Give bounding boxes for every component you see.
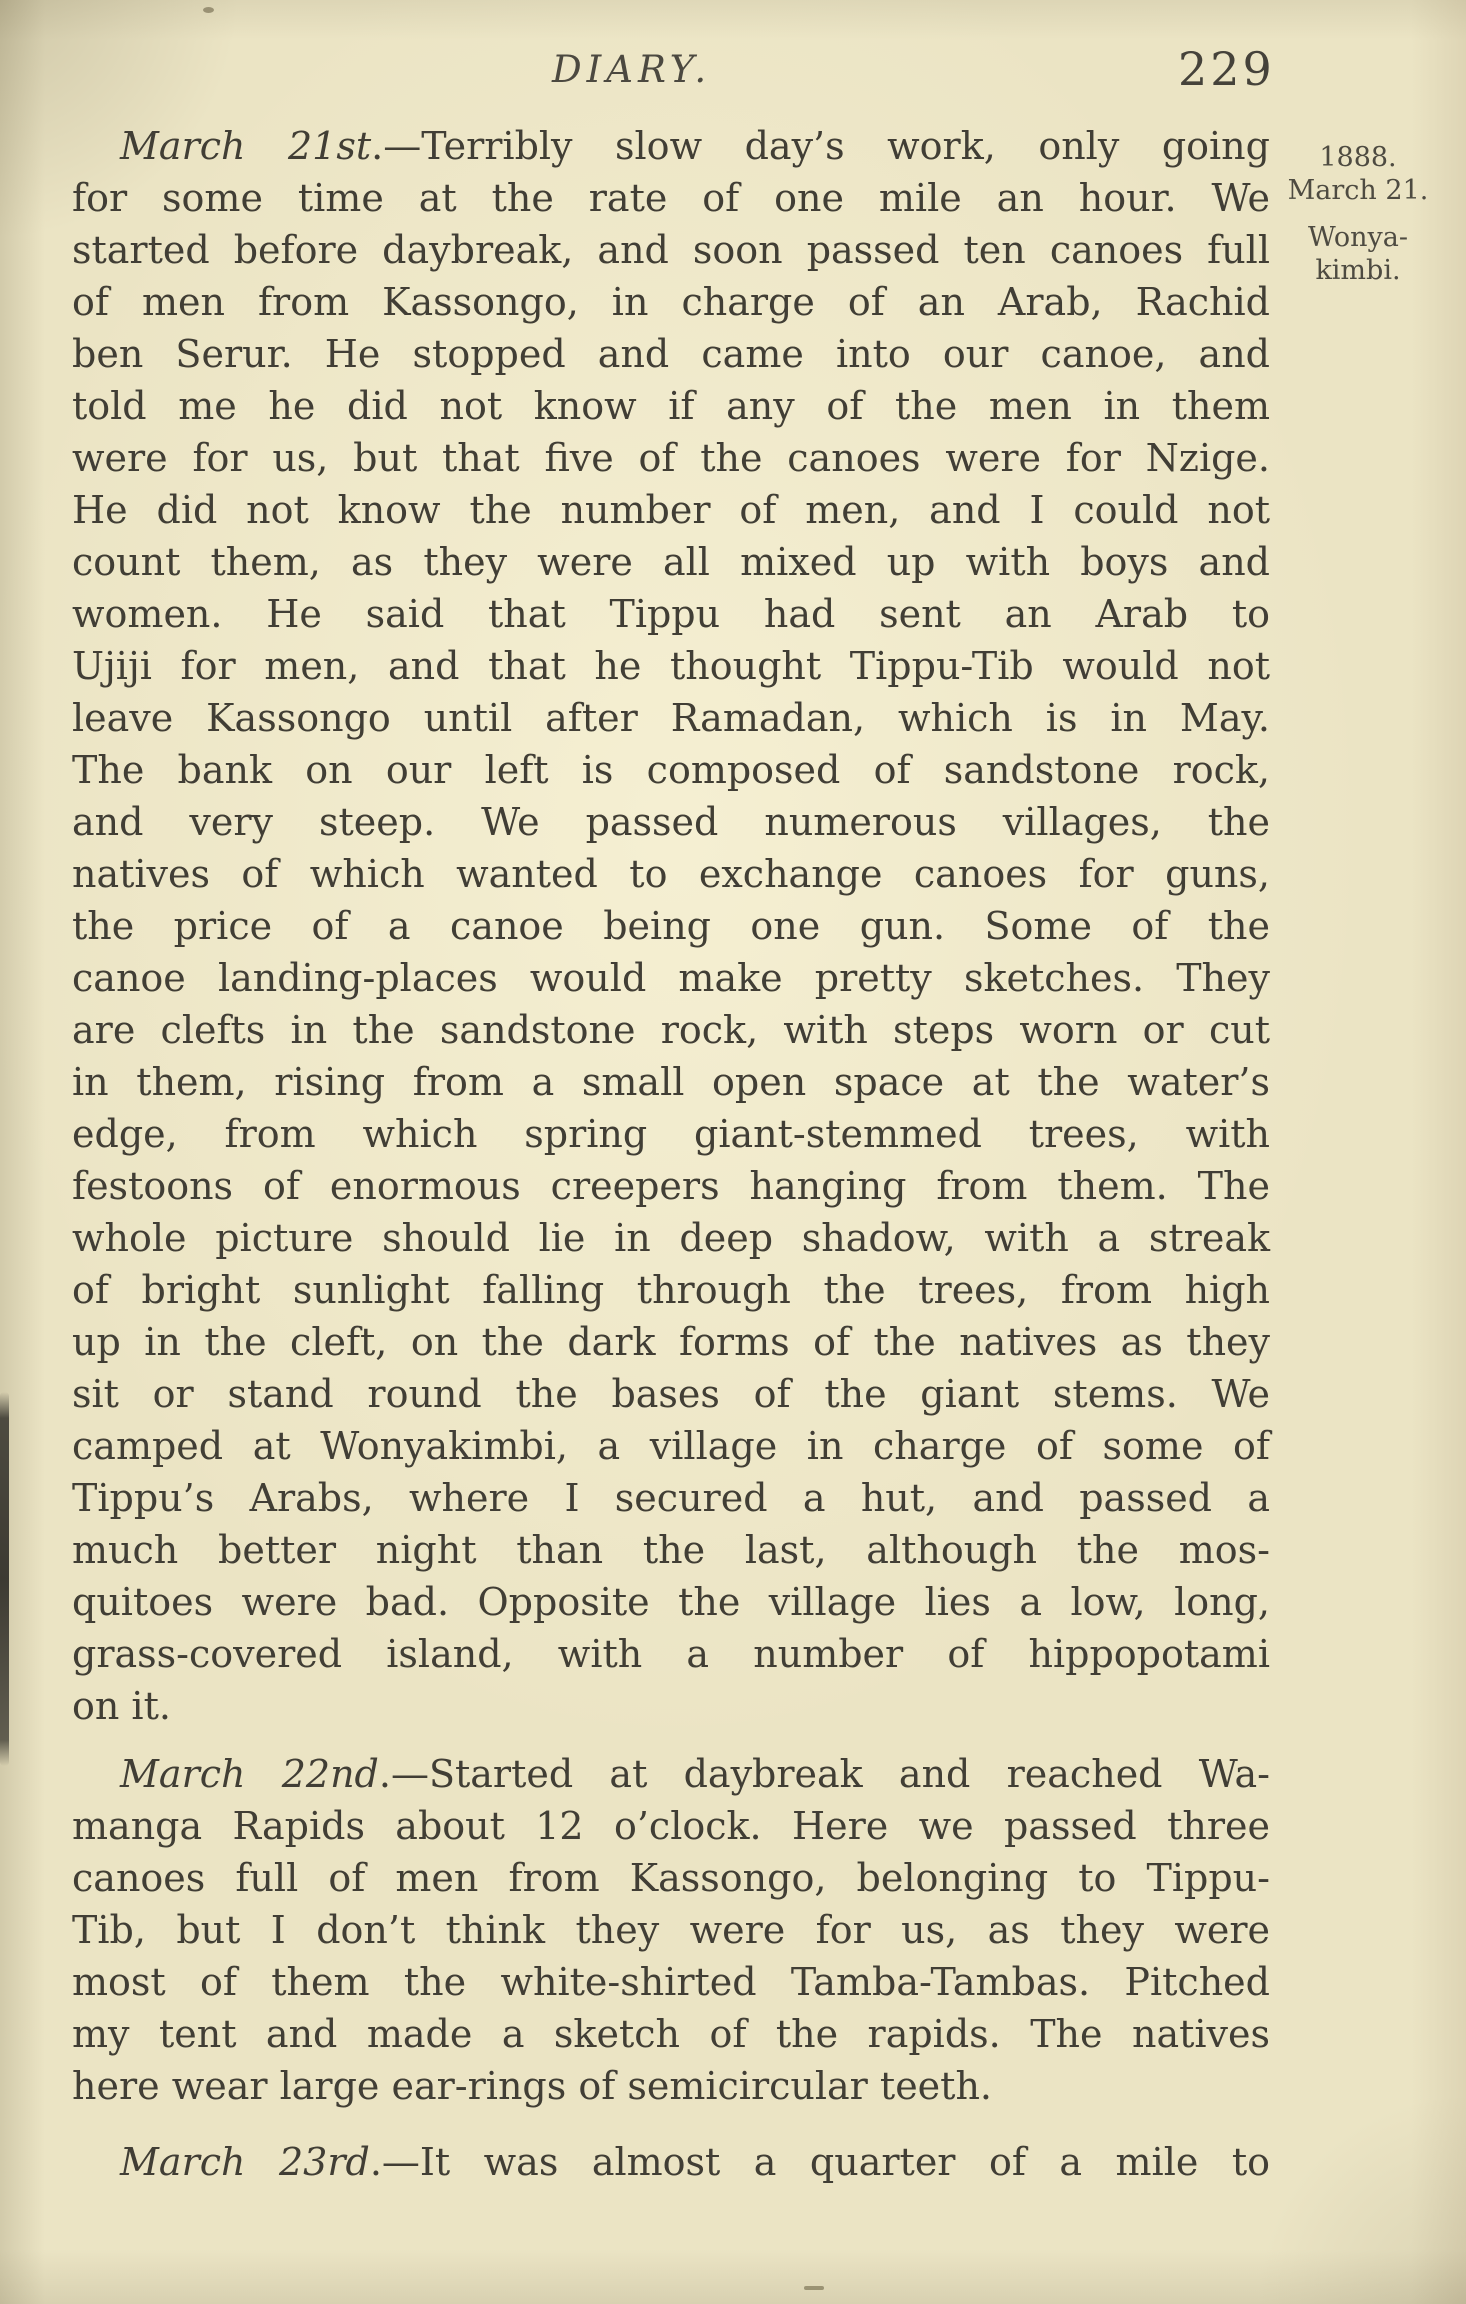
text-line: count them, as they were all mixed up with boys and xyxy=(72,540,1270,584)
paragraph xyxy=(72,2136,1270,2188)
scan-speck xyxy=(203,7,214,13)
text-line: He did not know the number of men, and I could not xyxy=(72,488,1270,532)
text-line: Ujiji for men, and that he thought Tippu-Tib would not xyxy=(72,644,1270,688)
text-line: the price of a canoe being one gun. Some of the xyxy=(72,904,1270,948)
text-line: sit or stand round the bases of the giant stems. We xyxy=(72,1372,1270,1416)
margin-note-date xyxy=(1282,141,1434,207)
text-line: much better night than the last, although the mos- xyxy=(72,1528,1270,1572)
text-line: canoes full of men from Kassongo, belonging to Tippu- xyxy=(72,1856,1270,1900)
text-line: camped at Wonyakimbi, a village in charge of some of xyxy=(72,1424,1270,1468)
text-line: Tippu’s Arabs, where I secured a hut, and passed a xyxy=(72,1476,1270,1520)
text-line: of men from Kassongo, in charge of an Arab, Rachid xyxy=(72,280,1270,324)
text-line: leave Kassongo until after Ramadan, which is in May. xyxy=(72,696,1270,740)
diary-date: March 21st xyxy=(120,124,372,168)
text-line: ben Serur. He stopped and came into our canoe, and xyxy=(72,332,1270,376)
margin-note-line: kimbi. xyxy=(1315,255,1401,286)
text-line: natives of which wanted to exchange canoes for guns, xyxy=(72,852,1270,896)
text-line: my tent and made a sketch of the rapids. The natives xyxy=(72,2012,1270,2056)
diary-date: March 23rd xyxy=(120,2140,370,2184)
text-line: of bright sunlight falling through the trees, from high xyxy=(72,1268,1270,1312)
text-line: March 22nd.—Started at daybreak and reached Wa- xyxy=(120,1752,1270,1796)
page-number: 229 xyxy=(1178,42,1275,96)
text-block xyxy=(72,120,1270,2188)
text-line: women. He said that Tippu had sent an Arab to xyxy=(72,592,1270,636)
text-line: for some time at the rate of one mile an hour. We xyxy=(72,176,1270,220)
scan-edge-shadow xyxy=(0,1392,9,1766)
page-header-title: DIARY. xyxy=(552,48,712,91)
text-line: started before daybreak, and soon passed ten canoes full xyxy=(72,228,1270,272)
margin-note-place xyxy=(1282,221,1434,287)
diary-date: March 22nd xyxy=(120,1752,379,1796)
text-line: manga Rapids about 12 o’clock. Here we passed three xyxy=(72,1804,1270,1848)
margin-note-line: Wonya- xyxy=(1307,222,1409,253)
paragraph xyxy=(72,120,1270,1732)
text-line: up in the cleft, on the dark forms of the natives as they xyxy=(72,1320,1270,1364)
text-line: in them, rising from a small open space at the water’s xyxy=(72,1060,1270,1104)
text-line: quitoes were bad. Opposite the village lies a low, long, xyxy=(72,1580,1270,1624)
text-line: canoe landing-places would make pretty sketches. They xyxy=(72,956,1270,1000)
text-line: festoons of enormous creepers hanging from them. The xyxy=(72,1164,1270,1208)
text-line: Tib, but I don’t think they were for us, as they were xyxy=(72,1908,1270,1952)
text-line: were for us, but that five of the canoes were for Nzige. xyxy=(72,436,1270,480)
text-line: on it. xyxy=(72,1684,171,1728)
text-line: whole picture should lie in deep shadow, with a streak xyxy=(72,1216,1270,1260)
text-line: and very steep. We passed numerous villages, the xyxy=(72,800,1270,844)
margin-note-line: 1888. xyxy=(1319,142,1397,173)
text-line: March 23rd.—It was almost a quarter of a mile to xyxy=(120,2140,1270,2184)
paragraph xyxy=(72,1748,1270,2112)
text-line: here wear large ear-rings of semicircular teeth. xyxy=(72,2064,992,2108)
text-line: are clefts in the sandstone rock, with steps worn or cut xyxy=(72,1008,1270,1052)
text-line: grass-covered island, with a number of hippopotami xyxy=(72,1632,1270,1676)
margin-note-line: March 21. xyxy=(1287,175,1429,206)
scan-mark xyxy=(804,2286,824,2290)
text-line: told me he did not know if any of the men in them xyxy=(72,384,1270,428)
text-line: March 21st.—Terribly slow day’s work, only going xyxy=(120,124,1270,168)
margin-notes xyxy=(1282,141,1434,287)
text-line: most of them the white-shirted Tamba-Tambas. Pitched xyxy=(72,1960,1270,2004)
text-line: edge, from which spring giant-stemmed trees, with xyxy=(72,1112,1270,1156)
text-line: The bank on our left is composed of sandstone rock, xyxy=(72,748,1270,792)
